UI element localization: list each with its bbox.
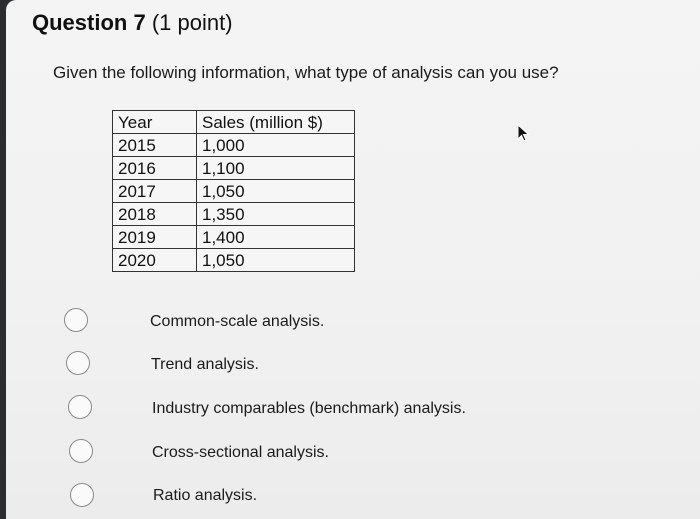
year-cell: 2018 <box>113 203 197 226</box>
table-row <box>113 134 355 157</box>
column-header-sales: Sales (million $) <box>197 111 355 134</box>
answer-option-cross-sectional[interactable] <box>6 431 700 471</box>
year-cell: 2019 <box>113 226 197 249</box>
answer-label[interactable]: Common-scale analysis. <box>150 313 325 330</box>
sales-cell: 1,000 <box>197 134 355 157</box>
year-cell: 2017 <box>113 180 197 203</box>
year-cell: 2020 <box>113 249 197 272</box>
sales-cell: 1,050 <box>197 249 355 272</box>
table-row <box>113 203 355 226</box>
answer-label[interactable]: Trend analysis. <box>151 356 259 373</box>
column-header-year: Year <box>113 111 197 134</box>
sales-cell: 1,400 <box>197 226 355 249</box>
answer-option-trend[interactable] <box>6 344 700 384</box>
sales-cell: 1,350 <box>197 203 355 226</box>
radio-empty-icon[interactable] <box>64 308 88 332</box>
question-points: (1 point) <box>151 10 233 35</box>
table-row <box>113 226 355 249</box>
answer-option-industry-comparables[interactable] <box>6 388 700 428</box>
year-cell: 2015 <box>113 134 197 157</box>
sales-cell: 1,050 <box>197 180 355 203</box>
answer-option-ratio[interactable] <box>6 475 700 515</box>
answer-label[interactable]: Ratio analysis. <box>153 487 258 504</box>
radio-empty-icon[interactable] <box>66 351 90 375</box>
table-row <box>113 157 355 180</box>
question-number: Question 7 <box>32 10 146 35</box>
question-title <box>32 10 233 36</box>
table-row <box>113 249 355 272</box>
answer-option-common-scale[interactable] <box>6 300 700 340</box>
table-row <box>113 180 355 203</box>
answer-label[interactable]: Cross-sectional analysis. <box>152 444 329 461</box>
answer-label[interactable]: Industry comparables (benchmark) analysis. <box>152 400 466 417</box>
quiz-screen <box>6 0 700 519</box>
question-prompt: Given the following information, what type of analysis can you use? <box>53 63 559 82</box>
sales-table <box>112 110 355 272</box>
radio-empty-icon[interactable] <box>69 439 93 463</box>
radio-empty-icon[interactable] <box>68 395 92 419</box>
year-cell: 2016 <box>113 157 197 180</box>
mouse-pointer-icon <box>516 124 530 142</box>
table-header-row <box>113 111 355 134</box>
sales-cell: 1,100 <box>197 157 355 180</box>
radio-empty-icon[interactable] <box>70 483 94 507</box>
